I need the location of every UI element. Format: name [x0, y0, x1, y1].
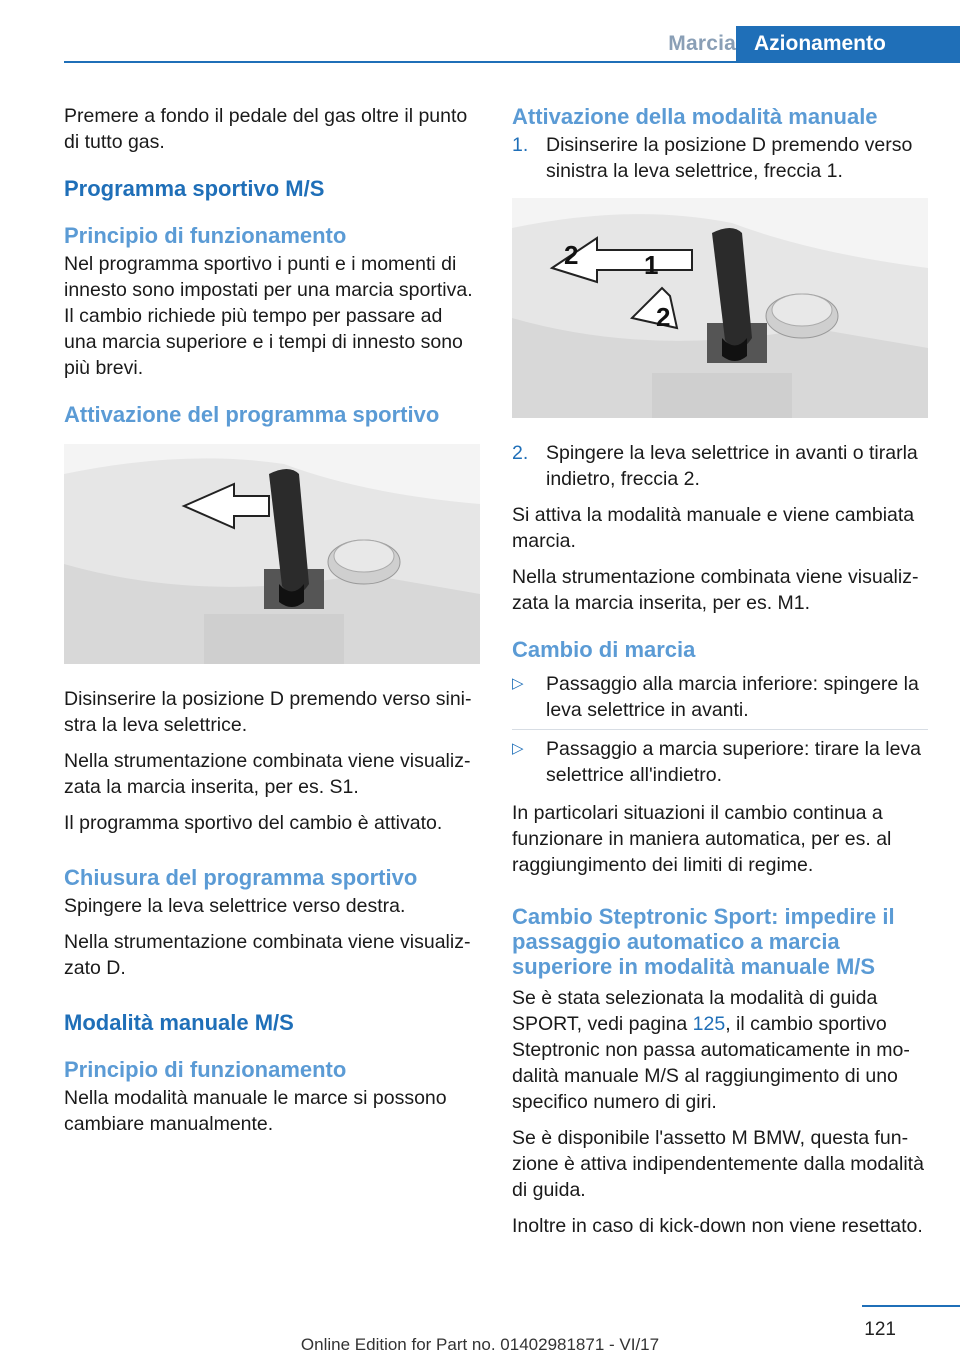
intro-paragraph: Premere a fondo il pedale del gas oltre il punto di tutto gas. [64, 105, 468, 153]
bullet-item-upshift [512, 736, 928, 794]
gear-selector-image-manual [512, 198, 928, 418]
step-number-2: 2. [512, 442, 529, 464]
principle-paragraph-1: Nel programma sportivo i punti e i momenti di innesto sono impostati per una marcia sportiva. Il cambio richiede più tempo per passare ad una marcia superiore e i tempi di innesto sono più brevi. [64, 253, 473, 379]
manual-active-paragraph: Si attiva la modalità manuale e viene cambiata marcia. [512, 504, 915, 552]
bullet-text-downshift: Passaggio alla marcia inferiore: spingere la leva selettrice in avanti. [546, 673, 919, 721]
display-m1-paragraph: Nella strumentazione combinata viene visualizzata la marcia inserita, per es. M1. [512, 566, 919, 614]
gear-selector-image-sport [64, 444, 480, 664]
manual-activate-heading: Attivazione della modalità manuale [512, 104, 878, 129]
principle-heading-2: Principio di funzionamento [64, 1057, 347, 1082]
header-chapter-tab[interactable]: Azionamento [736, 26, 960, 61]
header-rule [64, 61, 960, 63]
step-item-1 [512, 132, 928, 184]
bmw-suspension-paragraph: Se è disponibile l'assetto M BMW, questa funzione è attiva indipendentemente dalla modalità di guida. [512, 1127, 924, 1201]
page-125-link[interactable]: 125 [692, 1013, 726, 1035]
bullet-item-downshift [512, 671, 928, 730]
triangle-bullet-icon: ▷ [512, 740, 524, 757]
step-number-1: 1. [512, 134, 529, 156]
page-number: 121 [864, 1319, 896, 1340]
triangle-bullet-icon: ▷ [512, 675, 524, 692]
activate-sport-heading: Attivazione del programma sportivo [64, 402, 440, 427]
figure-arrow-1-label: 1 [644, 250, 659, 280]
principle-heading-1: Principio di funzionamento [64, 223, 347, 248]
sport-activated-paragraph: Il programma sportivo del cambio è attivato. [64, 812, 443, 834]
figure-arrow-2-bottom-label: 2 [656, 302, 671, 332]
sport-mode-text-a: Se è stata selezionata la modalità di guida SPORT, vedi pagina [512, 987, 878, 1035]
step-item-2 [512, 440, 928, 492]
step-text-2: Spingere la leva selettrice in avanti o tirarla indietro, freccia 2. [546, 442, 918, 490]
footer-rule [862, 1305, 960, 1307]
steptronic-heading: Cambio Steptronic Sport: impedire il passaggio automatico a marcia superiore in modalità manuale M/S [512, 904, 895, 979]
disengage-paragraph: Disinserire la posizione D premendo verso sinistra la leva selettrice. [64, 688, 472, 736]
push-right-paragraph: Spingere la leva selettrice verso destra. [64, 895, 406, 917]
manual-mode-heading: Modalità manuale M/S [64, 1010, 294, 1035]
bullet-text-upshift: Passaggio a marcia superiore: tirare la leva selettrice all'indietro. [546, 738, 922, 786]
display-d-paragraph: Nella strumentazione combinata viene visualizzato D. [64, 931, 471, 979]
figure-arrow-2-top-label: 2 [564, 240, 579, 270]
kickdown-paragraph: Inoltre in caso di kick-down non viene resettato. [512, 1215, 923, 1237]
step-text-1: Disinserire la posizione D premendo verso sinistra la leva selettrice, freccia 1. [546, 134, 913, 182]
left-column [64, 103, 480, 1147]
principle-paragraph-2: Nella modalità manuale le marce si possono cambiare manualmente. [64, 1087, 447, 1135]
display-s1-paragraph: Nella strumentazione combinata viene visualizzata la marcia inserita, per es. S1. [64, 750, 471, 798]
sport-mode-text-b: , il cambio sportivo Steptronic non passa automaticamente in modalità manuale M/S al raggiungimento di uno specifico numero di giri. [512, 1013, 910, 1113]
footer-edition: Online Edition for Part no. 01402981871 - VI/17 [300, 1335, 660, 1354]
close-sport-heading: Chiusura del programma sportivo [64, 865, 418, 890]
sport-program-heading: Programma sportivo M/S [64, 176, 325, 201]
header-section-tab[interactable]: Marcia [668, 31, 736, 55]
auto-paragraph: In particolari situazioni il cambio continua a funzionare in maniera automatica, per es. al raggiungimento dei limiti di regime. [512, 802, 892, 876]
sport-mode-paragraph [512, 985, 928, 1115]
right-column [512, 103, 928, 1249]
gearchange-heading: Cambio di marcia [512, 637, 696, 662]
